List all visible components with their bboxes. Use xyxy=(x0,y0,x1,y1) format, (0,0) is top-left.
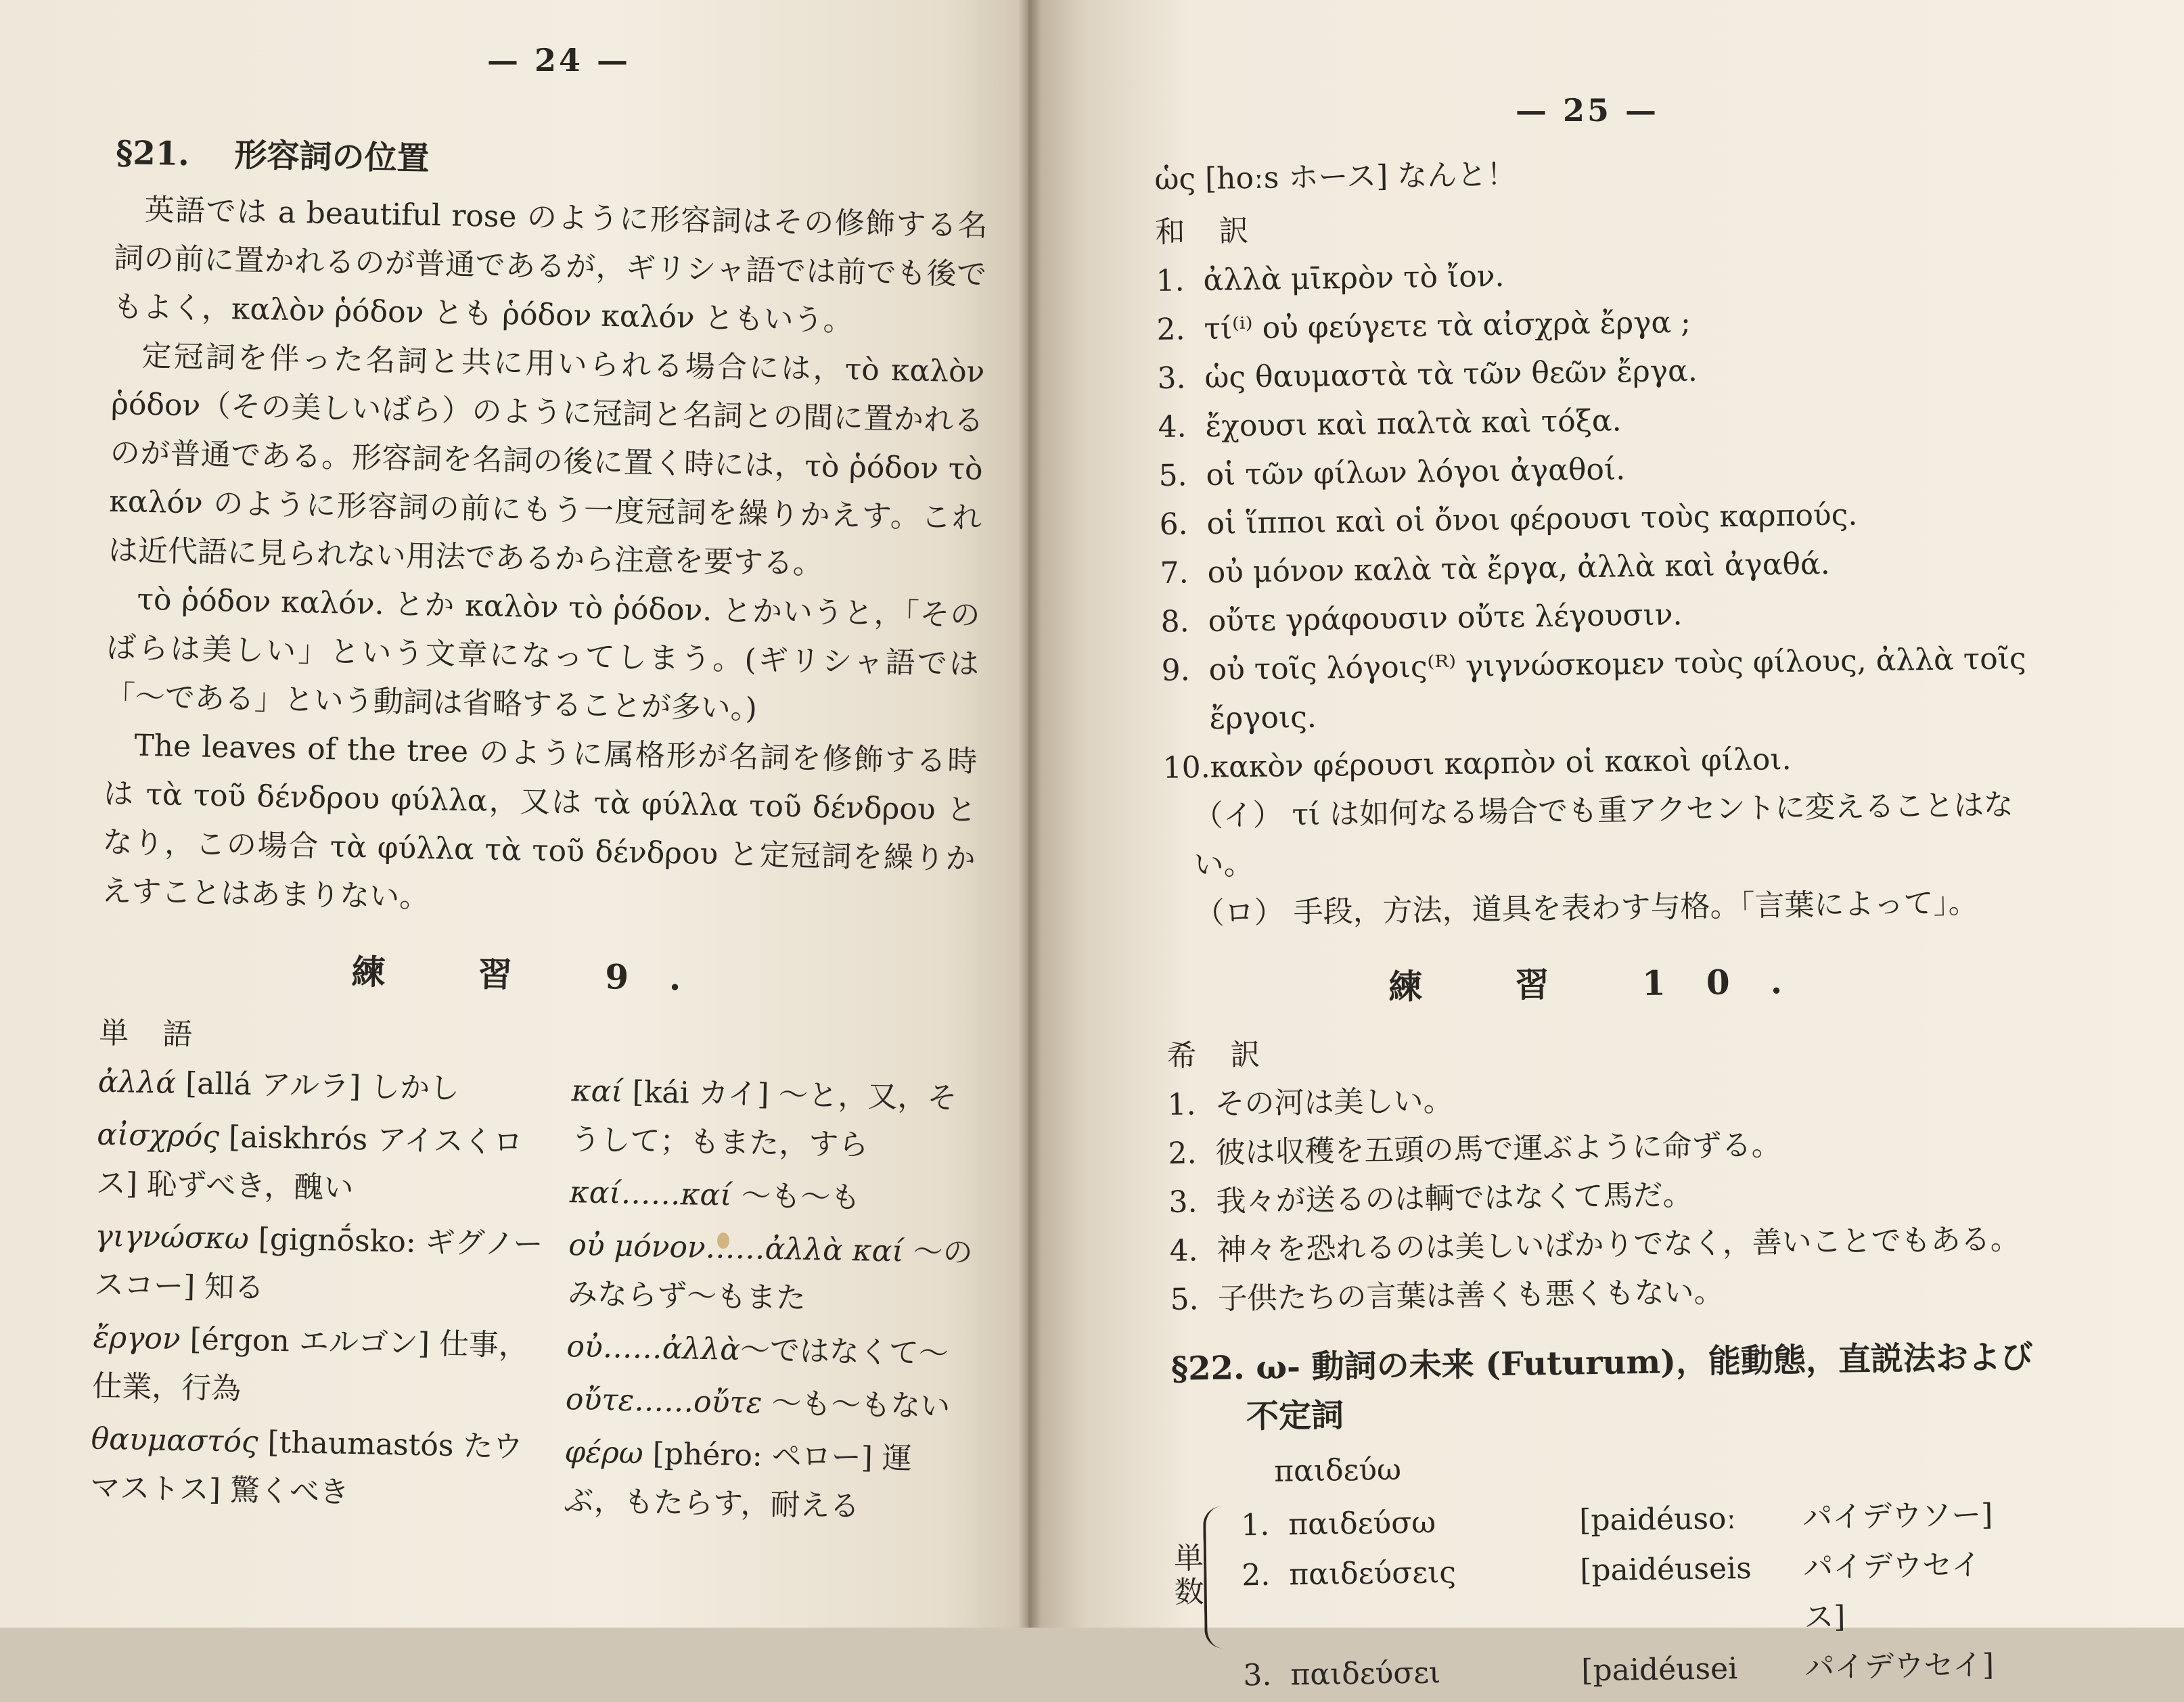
conjugation-rows xyxy=(1173,1490,2055,1702)
list-item: 3. 我々が送るのは輌ではなくて馬だ。 xyxy=(1168,1178,1693,1220)
list-item: 4. ἔχουσι καὶ παλτὰ καὶ τόξα. xyxy=(1158,403,1622,444)
list-item: 4. 神々を恐れるのは美しいばかりでなく，善いことでもある。 xyxy=(1169,1222,2020,1268)
section-number: §21. xyxy=(115,133,190,174)
list-item: 7. οὐ μόνον καλὰ τὰ ἔργα, ἀλλὰ καὶ ἀγαθά. xyxy=(1160,547,1831,591)
vocab-entry: οὐ μόνον……ἀλλὰ καί 〜のみならず〜もまた xyxy=(567,1228,974,1316)
vocab-entry: ἔργον [érgon エルゴン] 仕事，仕業，行為 xyxy=(91,1320,529,1406)
list-item: 3. ὡς θαυμαστὰ τὰ τῶν θεῶν ἔργα. xyxy=(1157,353,1698,396)
paragraph: 定冠詞を伴った名詞と共に用いられる場合には，τὸ καλὸν ῥόδον（その美しいばら）のように冠詞と名詞との間に置かれるのが普通である。形容詞を名詞の後に置く時には，τὸ ῥόδον τὸ καλόν のように形容詞の前にもう一度冠詞を繰りかえす。これは近代語に見られない用法であるから注意を要する。 xyxy=(108,338,985,582)
paragraph: The leaves of the tree のように属格形が名詞を修飾する時は τὰ τοῦ δένδρου φύλλα，又は τὰ φύλλα τοῦ δένδρου となり，この場合 τὰ φύλλα τὰ τοῦ δένδρου と定冠詞を繰りかえすことはあまりない。 xyxy=(101,728,978,915)
book-gutter xyxy=(1018,0,1041,1628)
list-item: 5. οἱ τῶν φίλων λόγοι ἀγαθοί. xyxy=(1158,452,1626,493)
vocab-heading: 単 語 xyxy=(98,1015,205,1053)
list-item: 1. ἀλλὰ μῑκρὸν τὸ ἴον. xyxy=(1156,258,1505,298)
section-22-title: §22. ω- 動詞の未来 (Futurum)，能動態，直説法および xyxy=(1170,1338,2034,1388)
list-item: 2. 彼は収穫を五頭の馬で運ぶように命ずる。 xyxy=(1168,1128,1781,1171)
list-item: 6. οἱ ἵπποι καὶ οἱ ὄνοι φέρουσι τοὺς καρπούς. xyxy=(1159,497,1858,542)
footnote: （ロ） 手段，方法，道具を表わす与格。「言葉によって」。 xyxy=(1194,886,1978,932)
vocab-entry: ἀλλά [allá アルラ] しかし xyxy=(97,1064,460,1106)
vocab-entry: καί……καί 〜も〜も xyxy=(569,1175,861,1216)
exercise-10-list xyxy=(1167,1069,2050,1325)
exercise-10-heading: 練 習 10. xyxy=(1388,961,1823,1007)
vocab-column-left xyxy=(89,1058,558,1530)
translation-heading: 和 訳 xyxy=(1155,213,1261,250)
sentence-list xyxy=(1156,245,2043,793)
greek-translation-heading: 希 訳 xyxy=(1166,1037,1273,1074)
list-item: 10. κακὸν φέρουσι καρπὸν οἱ κακοὶ φίλοι. xyxy=(1162,741,1792,785)
vocab-entry: οὔτε……οὔτε 〜も〜もない xyxy=(565,1382,951,1425)
page-number-left: — 24 — xyxy=(487,42,631,78)
vocab-list xyxy=(89,1058,974,1538)
list-item: 8. οὔτε γράφουσιν οὔτε λέγουσιν. xyxy=(1160,597,1683,639)
section-22-title-cont: 不定詞 xyxy=(1246,1396,1344,1436)
paragraph: 英語では a beautiful rose のように形容詞はその修飾する名詞の前に置かれるのが普通であるが，ギリシャ語では前でも後でもよく，καλὸν ῥόδον とも ῥόδον καλόν ともいう。 xyxy=(112,192,988,338)
lemma: παιδεύω xyxy=(1273,1452,1402,1489)
page-number-right: — 25 — xyxy=(1516,92,1660,129)
table-row: 1. παιδεύσω [paidéusoː パイデウソー] xyxy=(1240,1497,1993,1543)
footnote: （イ） τί は如何なる場合でも重アクセントに変えることはない。 xyxy=(1193,787,2014,883)
vocab-entry: φέρω [phéro: ペロー] 運ぶ，もたらす，耐える xyxy=(563,1435,913,1524)
vocab-entry: αἰσχρός [aiskhrós アイスくロス] 恥ずべき，醜い xyxy=(95,1117,524,1206)
section-22-heading xyxy=(1171,1333,2052,1442)
table-row: 2. παιδεύσεις [paidéuseis パイデウセイス] xyxy=(1241,1548,1982,1635)
list-item: 9. οὐ τοῖς λόγοις⁽ᴿ⁾ γιγνώσκομεν τοὺς φίλους, ἀλλὰ τοῖς ἔργοις. xyxy=(1161,641,2026,736)
list-item: 2. τί⁽ⁱ⁾ οὐ φεύγετε τὰ αἰσχρὰ ἔργα ; xyxy=(1156,304,1691,347)
vocab-entry: καί [kái カイ] 〜と，又，そうして；もまた，すら xyxy=(570,1074,957,1163)
exercise-9-heading: 練 習 9. xyxy=(351,951,723,999)
vocab-entry: γιγνώσκω [gignṓsko: ギグノースコー] 知る xyxy=(93,1218,543,1306)
conjugation-table xyxy=(1173,1437,2055,1702)
vocab-entry: θαυμαστός [thaumastós たウマストス] 驚くべき xyxy=(89,1421,523,1510)
vocab-entry: οὐ……ἀλλὰ〜ではなくて〜 xyxy=(566,1329,949,1371)
right-page-content xyxy=(1154,143,2055,1702)
section-title: 形容詞の位置 xyxy=(234,136,430,178)
vocab-entry-hos: ὡς [hoːs ホース] なんと！ xyxy=(1154,157,1517,197)
singular-label: 単数 xyxy=(1173,1541,1205,1610)
paragraph: τὸ ῥόδον καλόν. とか καλὸν τὸ ῥόδον. とかいうと，「そのばらは美しい」という文章になってしまう。(ギリシャ語では「〜である」という動詞は省略することが多い。) xyxy=(105,582,980,727)
vocab-column-right xyxy=(563,1067,978,1537)
left-page-content xyxy=(89,129,988,1537)
list-item: 5. 子供たちの言葉は善くも悪くもない。 xyxy=(1170,1274,1724,1317)
list-item: 1. その河は美しい。 xyxy=(1167,1083,1453,1122)
table-row: 3. παιδεύσει [paidéusei パイデウセイ] xyxy=(1243,1647,1995,1693)
